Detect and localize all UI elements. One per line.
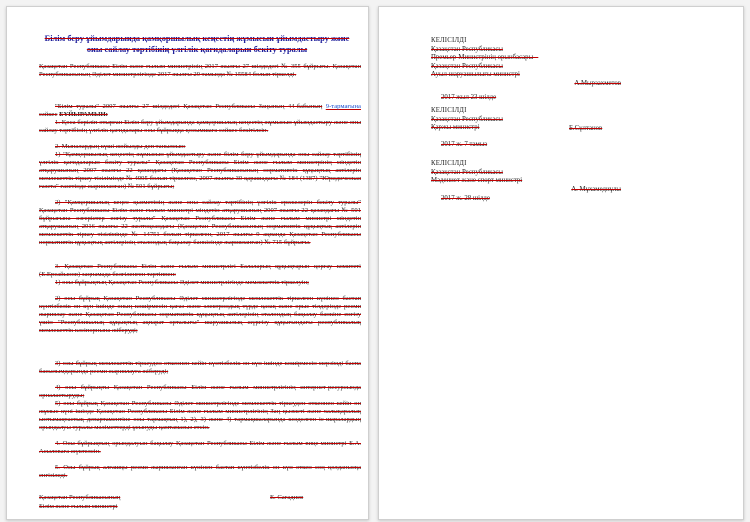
agreement-block bbox=[431, 37, 621, 89]
paragraph-3-5: 5) осы бұйрық Қазақстан Республикасы Әділет министрлігінде мемлекеттік тіркеуден өткеннен кейін он жұмыс күні ішінде Қазақстан Республикасы Білім және ғылым министрлігінің Заң қызметі және халықаралық ынтымақтастық департаментіне осы тармақтың 1), 2), 3) және 4) тармақшаларында көзделген іс-шаралардың орындалуы туралы мәліметтерді ұсынуды қамтамасыз етсін. bbox=[39, 400, 361, 431]
paragraph-2: 2. Мыналардың күші жойылды деп танылсын: bbox=[55, 143, 186, 150]
agreement-line: Қаржы министрі bbox=[431, 124, 480, 132]
agreement-signatory: А. Мұхамедиұлы bbox=[571, 185, 621, 193]
preamble-text: "Білім туралы" 2007 жылғы 27 шілдедегі Қазақстан Республикасы Заңының 44-бабының bbox=[55, 103, 323, 110]
paragraph-5: 5. Осы бұйрық алғашқы ресми жарияланған күнінен бастап күнтізбелік он күн өткен соң қолданысқа енгізіледі. bbox=[39, 464, 361, 479]
agreement-signatory: Б.Сұлтанов bbox=[569, 125, 603, 132]
preamble-text-b: сәйкес bbox=[39, 110, 58, 118]
agreement-line: Қазақстан Республикасы bbox=[431, 45, 503, 53]
signature-name: Е. Сағадиев bbox=[270, 494, 304, 501]
paragraph-3-4: 4) осы бұйрықты Қазақстан Республикасы Білім және ғылым министрлігінің интернет-ресурсында орналастыруды; bbox=[39, 384, 361, 399]
agreement-line: Қазақстан Республикасы bbox=[431, 168, 503, 176]
paragraph-2-2: 2) "Қамқоршылық кеңес қызметінің және оны сайлау тәртібінің үлгілік ережелерін бекіту туралы" Қазақстан Республикасы Білім және ғылым министрі міндетін атқарушының 2007 жылғы 22 қазандағы № 501 бұйрығына өзгерістер енгізу туралы" Қазақстан Республикасы Білім және ғылым министрі міндетін атқарушының 2016 жылғы 22 желтоқсандағы (Қазақстан Республикасының нормативтік құқықтық актілерін мемлекеттік тіркеу тізілімінде № 14751 болып тіркелген, 2017 жылғы 9 ақпанда Қазақстан Республикасы нормативтік құқықтық актілерінің эталондық бақылау банкісінде жарияланған) № 715 бұйрығы. bbox=[39, 199, 361, 246]
paragraph-3-2: 2) осы бұйрық Қазақстан Республикасы Әділет министрлігінде мемлекеттік тіркелген күнінен бастап күнтізбелік он күн ішінде оның көшірмесін қағаз және электрондық түрде қазақ және орыс тілдерінде ресми жариялау және Қазақстан Республикасы нормативтік құқықтық актілерінің эталондық бақылау банкіне енгізу үшін "Республикалық құқықтық ақпарат орталығы" шаруашылық жүргізу құқығындағы республикалық мемлекеттік кәсіпорнына жіберуді; bbox=[39, 295, 361, 334]
document-page-right bbox=[378, 6, 744, 520]
agreement-date: 2017 ж. 7 тамыз bbox=[441, 141, 488, 148]
paragraph-3-1: 1) осы бұйрықтың Қазақстан Республикасы Әділет министрлігінде мемлекеттік тіркелуін; bbox=[55, 279, 309, 286]
paragraph-3-3: 3) осы бұйрық мемлекеттік тіркеуден өткеннен кейін күнтізбелік он күн ішінде көшірмесін мерзімді баспа басылымдарында ресми жариялауға жіберуді; bbox=[39, 360, 361, 375]
signature-title-line-2: Білім және ғылым министрі bbox=[39, 503, 118, 510]
order-intro: Қазақстан Республикасы Білім және ғылым министрінің 2017 жылғы 27 шілдедегі № 355 бұйрығы. Қазақстан Республикасының Әділет министрлігінде 2017 жылғы 29 тамызда № 15584 болып тіркелді. bbox=[39, 63, 361, 78]
paragraph-2-1: 1) "Қамқоршылық кеңестің жұмысын ұйымдастыру және білім беру ұйымдарында оны сайлау тәртібінің үлгілік қағидаларын бекіту туралы" Қазақстан Республикасы Білім және ғылым министрінің міндетін атқарушының 2007 жылғы 22 қазандағы (Қазақстан Республикасының нормативтік құқықтық актілерін мемлекеттік тіркеу тізілімінде № 4995 болып тіркелген, 2007 жылғы 30 қарашадағы № 184 (1387) "Юридическая газета" газетінде жарияланған) № 501 бұйрығы; bbox=[39, 151, 361, 190]
agreement-heading: КЕЛІСІЛДІ bbox=[431, 160, 467, 167]
agreement-line: Қазақстан Республикасы bbox=[431, 62, 503, 70]
agreement-line: Мәдениет және спорт министрі bbox=[431, 177, 523, 185]
agreement-line: Қазақстан Республикасы bbox=[431, 115, 503, 123]
agreement-date: 2017 ж. 28 шілде bbox=[441, 195, 490, 202]
agreement-heading: КЕЛІСІЛДІ bbox=[431, 107, 467, 114]
paragraph-1: 1. Қоса беріліп отырған Білім беру ұйымдарында қамқоршылық кеңестің жұмысын ұйымдастыру және оны сайлау тәртібінің үлгілік қағидалары осы бұйрыққа қосымшаға сәйкес бекітілсін. bbox=[39, 119, 361, 134]
document-title: Білім беру ұйымдарында қамқоршылық кеңестің жұмысын ұйымдастыру және оны сайлау тәртібінің үлгілік қағидаларын бекіту туралы bbox=[44, 34, 350, 54]
signature-title-line-1: Қазақстан Республикасының bbox=[39, 494, 121, 501]
preamble-bold: БҰЙЫРАМЫН: bbox=[59, 110, 108, 118]
preamble bbox=[39, 103, 361, 119]
agreement-line: Ауыл шаруашылығы министрі bbox=[431, 71, 520, 79]
document-page-left bbox=[6, 6, 369, 520]
agreement-date: 2017 жыл 23 шілде bbox=[441, 94, 497, 101]
agreement-signatory: А.Мырзахметов bbox=[574, 79, 621, 87]
preamble-link[interactable]: 9-тармағына bbox=[325, 103, 361, 110]
agreement-block bbox=[431, 160, 621, 194]
agreement-heading: КЕЛІСІЛДІ bbox=[431, 37, 467, 44]
paragraph-3: 3. Қазақстан Республикасы Білім және ғылым министрлігі Балаларың құқықтарын қорғау комитеті (Е.Ерсайынов) заңнамада белгіленген тәртіппен: bbox=[39, 263, 361, 278]
agreement-line: Премьер-Министрінің орынбасары – bbox=[431, 54, 539, 62]
paragraph-4: 4. Осы бұйрықтың орындалуын бақылау Қазақстан Республикасы Білім және ғылым вице-министрі Б.А. Асыловаға жүктелсін. bbox=[39, 440, 361, 455]
